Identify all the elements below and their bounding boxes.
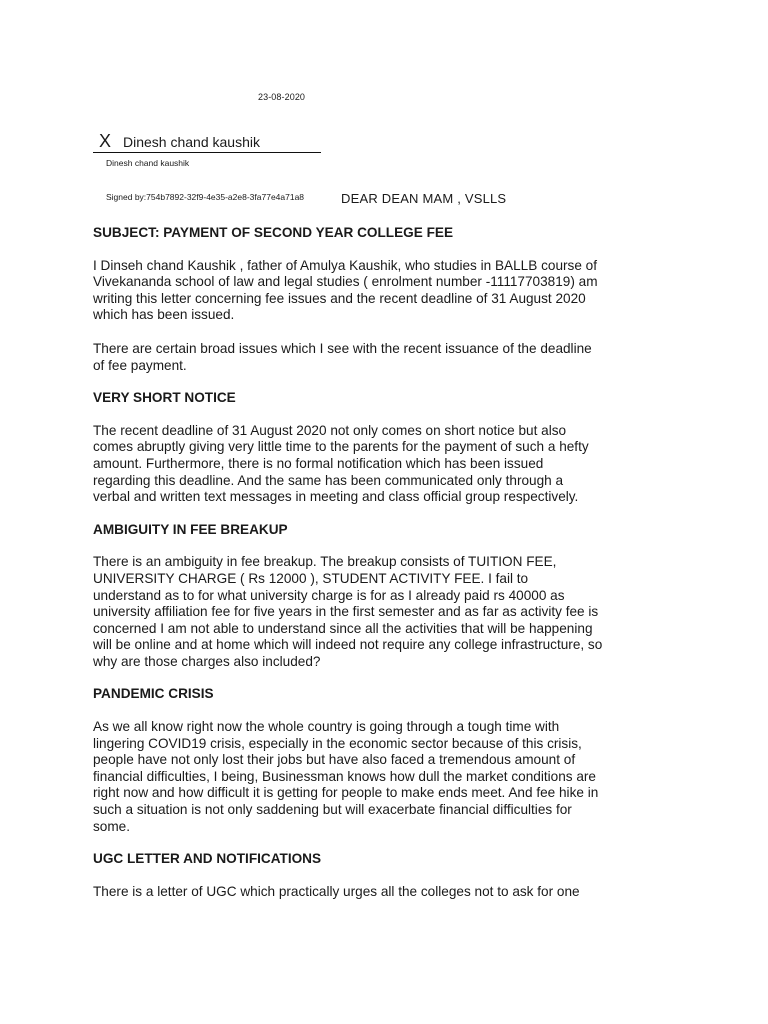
issues-paragraph — [93, 341, 683, 374]
ambiguity-heading: AMBIGUITY IN FEE BREAKUP — [93, 521, 288, 537]
ugc-heading: UGC LETTER AND NOTIFICATIONS — [93, 851, 322, 867]
text-line: which has been issued. — [93, 307, 235, 323]
signed-by-id: Signed by:754b7892-32f9-4e35-a2e8-3fa77e4a71a8 — [106, 192, 305, 202]
signature-name: Dinesh chand kaushik — [123, 134, 260, 150]
text-line: regarding this deadline. And the same has been communicated only through a — [93, 472, 564, 488]
text-line: I Dinseh chand Kaushik , father of Amulya Kaushik, who studies in BALLB course of — [93, 257, 598, 273]
text-line: Vivekananda school of law and legal studies ( enrolment number -11117703819) am — [93, 274, 598, 290]
text-line: There is a letter of UGC which practically urges all the colleges not to ask for one — [93, 883, 580, 899]
pandemic-paragraph — [93, 719, 683, 835]
text-line: UNIVERSITY CHARGE ( Rs 12000 ), STUDENT ACTIVITY FEE. I fail to — [93, 570, 529, 586]
text-line: why are those charges also included? — [93, 653, 321, 669]
text-line: comes abruptly giving very little time to the parents for the payment of such a hefty — [93, 439, 589, 455]
ambiguity-paragraph — [93, 554, 683, 670]
letter-date: 23-08-2020 — [258, 92, 306, 102]
ugc-paragraph — [93, 884, 683, 901]
text-line: There is an ambiguity in fee breakup. The breakup consists of TUITION FEE, — [93, 554, 557, 570]
text-line: some. — [93, 818, 131, 834]
text-line: lingering COVID19 crisis, especially in the economic sector because of this crisis, — [93, 735, 582, 751]
text-line: financial difficulties, I being, Businessman knows how dull the market conditions are — [93, 768, 596, 784]
text-line: understand as to for what university charge is for as I already paid rs 40000 as — [93, 587, 565, 603]
notice-heading: VERY SHORT NOTICE — [93, 390, 236, 406]
text-line: verbal and written text messages in meeting and class official group respectively. — [93, 489, 579, 505]
intro-paragraph — [93, 258, 683, 324]
signature-line — [93, 130, 321, 153]
salutation: DEAR DEAN MAM , VSLLS — [341, 191, 507, 206]
text-line: university affiliation fee for five years in the first semester and as far as activity fee is — [93, 604, 599, 620]
text-line: such a situation is not only saddening but will exacerbate financial difficulties for — [93, 802, 572, 818]
text-line: amount. Furthermore, there is no formal notification which has been issued — [93, 455, 544, 471]
signature-mark: X — [99, 131, 112, 151]
signature-printed-name: Dinesh chand kaushik — [106, 158, 190, 168]
text-line: right now and how difficult it is getting for people to make ends meet. And fee hike in — [93, 785, 599, 801]
signature-block — [93, 130, 321, 168]
text-line: concerned I am not able to understand since all the activities that will be happening — [93, 620, 593, 636]
text-line: As we all know right now the whole country is going through a tough time with — [93, 719, 560, 735]
subject-heading: SUBJECT: PAYMENT OF SECOND YEAR COLLEGE FEE — [93, 225, 454, 240]
text-line: The recent deadline of 31 August 2020 not only comes on short notice but also — [93, 422, 567, 438]
text-line: of fee payment. — [93, 357, 187, 373]
notice-paragraph — [93, 423, 683, 506]
letter-body — [93, 225, 683, 900]
text-line: There are certain broad issues which I see with the recent issuance of the deadline — [93, 340, 592, 356]
text-line: people have not only lost their jobs but have also faced a tremendous amount of — [93, 752, 576, 768]
text-line: will be online and at home which will indeed not require any college infrastructure, so — [93, 637, 603, 653]
pandemic-heading: PANDEMIC CRISIS — [93, 686, 214, 702]
text-line: writing this letter concerning fee issues and the recent deadline of 31 August 2020 — [93, 290, 586, 306]
